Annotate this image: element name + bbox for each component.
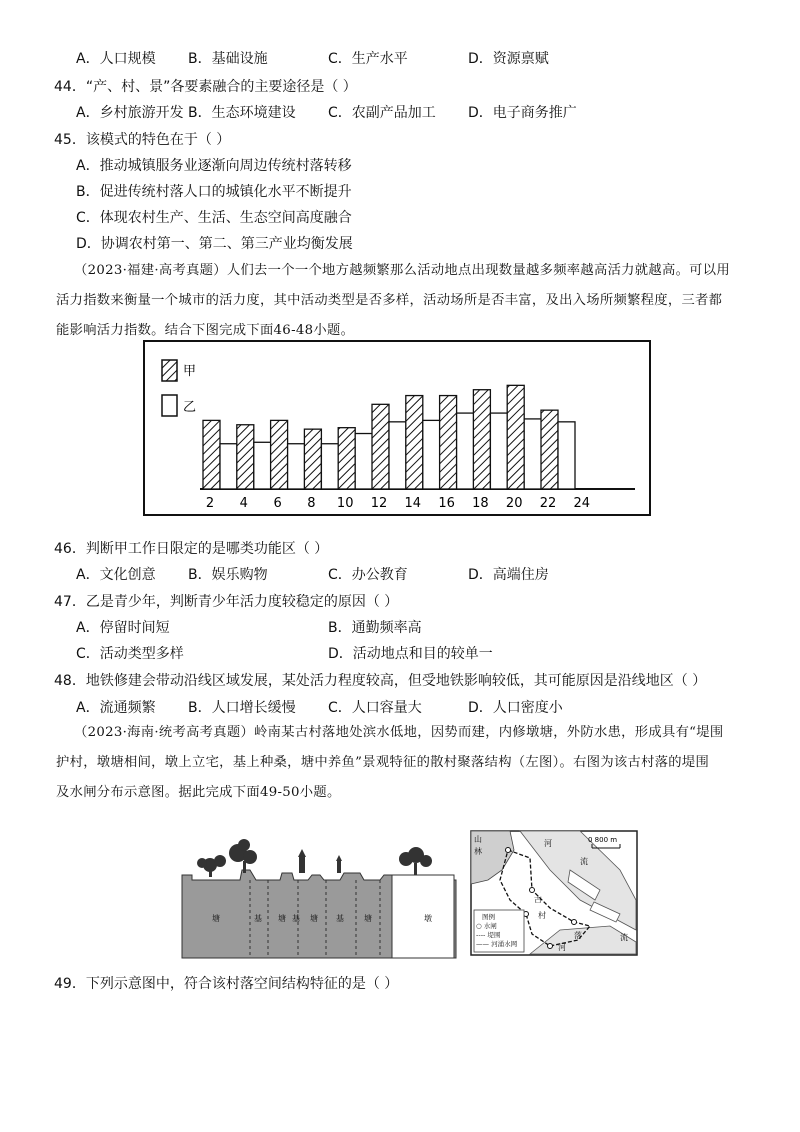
q44-option-b: B．生态环境建设 xyxy=(188,105,296,121)
q45-option-b: B．促进传统村落人口的城镇化水平不断提升 xyxy=(76,184,352,200)
vitality-bar-chart xyxy=(143,340,651,516)
x-tick-18: 18 xyxy=(472,496,489,511)
q46-option-a: A．文化创意 xyxy=(76,567,156,583)
map-label-he-2: 河 xyxy=(558,943,566,952)
map-label-lin: 林 xyxy=(474,847,482,856)
legend-label-jia: 甲 xyxy=(183,364,197,379)
q46-option-d: D．高端住房 xyxy=(468,567,549,583)
q43-option-d: D．资源禀赋 xyxy=(468,51,549,67)
village-cross-section-figure xyxy=(180,835,462,960)
q44-option-a: A．乡村旅游开发 xyxy=(76,105,184,121)
map-legend-sluice: ○ 水闸 xyxy=(476,922,497,930)
map-legend-levee: ---- 堤围 xyxy=(476,931,501,939)
x-tick-24: 24 xyxy=(573,496,591,511)
bar-yi-14 xyxy=(423,420,440,489)
x-tick-labels xyxy=(206,496,590,511)
bar-jia-16 xyxy=(440,396,457,489)
x-tick-2: 2 xyxy=(205,496,215,511)
bar-jia-10 xyxy=(338,428,355,489)
passage-vitality-line-2: 活力指数来衡量一个城市的活力度，其中活动类型是否多样，活动场所是否丰富，及出入场所频繁程度，三者都 xyxy=(56,293,723,308)
bar-yi-16 xyxy=(457,413,474,489)
levee-sluice-map xyxy=(470,830,638,956)
x-tick-12: 12 xyxy=(370,496,388,511)
map-label-shan: 山 xyxy=(474,835,482,844)
bar-jia-22 xyxy=(541,410,558,489)
passage-village-line-1: （2023·海南·统考高考真题）岭南某古村落地处滨水低地，因势而建，内修墩塘，外防水患，形成具有“堤围 xyxy=(74,725,724,740)
x-tick-4: 4 xyxy=(239,496,248,511)
q44-option-c: C．农副产品加工 xyxy=(328,105,436,121)
x-tick-6: 6 xyxy=(273,496,282,511)
label-dun: 墩 xyxy=(424,914,432,923)
map-scale: 0 800 m xyxy=(588,836,618,844)
q48-option-b: B．人口增长缓慢 xyxy=(188,700,296,716)
q48-option-a: A．流通频繁 xyxy=(76,700,156,716)
bar-jia-4 xyxy=(237,425,254,489)
q44-stem: 44．“产、村、景”各要素融合的主要途径是（ ） xyxy=(54,79,357,95)
map-label-luo: 落 xyxy=(574,931,582,940)
label-tang-2: 塘 xyxy=(278,914,286,923)
map-label-cun: 村 xyxy=(538,911,546,920)
label-tang-4: 塘 xyxy=(364,914,372,923)
q44-option-d: D．电子商务推广 xyxy=(468,105,577,121)
bar-jia-18 xyxy=(473,390,490,489)
map-label-gu: 古 xyxy=(534,895,542,904)
q48-option-c: C．人口容量大 xyxy=(328,700,422,716)
map-label-he-1: 河 xyxy=(544,839,552,848)
q45-option-c: C．体现农村生产、生活、生态空间高度融合 xyxy=(76,210,352,226)
legend-swatch-yi xyxy=(162,395,177,416)
q47-option-a: A．停留时间短 xyxy=(76,620,170,636)
bar-jia-14 xyxy=(406,396,423,489)
label-tang-1: 塘 xyxy=(212,914,220,923)
bar-yi-12 xyxy=(389,422,406,489)
q45-option-a: A．推动城镇服务业逐渐向周边传统村落转移 xyxy=(76,158,352,174)
legend-label-yi: 乙 xyxy=(183,400,197,415)
q49-stem: 49．下列示意图中，符合该村落空间结构特征的是（ ） xyxy=(54,976,399,992)
label-ji-3: 基 xyxy=(336,914,344,923)
passage-vitality-line-1: （2023·福建·高考真题）人们去一个一个地方越频繁那么活动地点出现数量越多频率越高活力就越高。可以用 xyxy=(74,263,730,278)
bar-yi-2 xyxy=(220,444,237,489)
chart-svg xyxy=(145,342,649,514)
bar-yi-6 xyxy=(288,444,305,489)
x-tick-8: 8 xyxy=(307,496,316,511)
bar-yi-10 xyxy=(355,434,372,489)
x-tick-14: 14 xyxy=(404,496,422,511)
q43-option-c: C．生产水平 xyxy=(328,51,408,67)
passage-ancient-village xyxy=(56,718,756,808)
map-legend-river-network: —— 河涌水网 xyxy=(476,940,518,948)
chart-bars xyxy=(203,385,575,489)
bar-jia-6 xyxy=(271,420,288,489)
q46-option-c: C．办公教育 xyxy=(328,567,408,583)
bar-yi-8 xyxy=(321,444,338,489)
bar-yi-18 xyxy=(490,413,507,489)
x-tick-22: 22 xyxy=(539,496,557,511)
bar-jia-20 xyxy=(507,385,524,489)
bar-jia-2 xyxy=(203,420,220,489)
q43-option-b: B．基础设施 xyxy=(188,51,268,67)
map-legend-title: 图例 xyxy=(482,913,495,921)
x-tick-16: 16 xyxy=(438,496,455,511)
q45-option-d: D．协调农村第一、第二、第三产业均衡发展 xyxy=(76,236,353,252)
map-label-liu-1: 流 xyxy=(580,857,588,866)
tree-icon xyxy=(197,839,432,877)
passage-vitality xyxy=(56,256,756,346)
bar-yi-22 xyxy=(558,422,575,489)
label-ji-2: 基 xyxy=(292,914,300,923)
q47-option-b: B．通勤频率高 xyxy=(328,620,422,636)
passage-vitality-line-3: 能影响活力指数。结合下图完成下面46-48小题。 xyxy=(56,323,355,338)
bar-yi-20 xyxy=(524,419,541,489)
label-tang-3: 塘 xyxy=(310,914,318,923)
bar-jia-12 xyxy=(372,404,389,489)
passage-village-line-2: 护村，墩塘相间，墩上立宅，基上种桑，塘中养鱼”景观特征的散村聚落结构（左图）。右图为该古村落的堤围 xyxy=(56,755,710,770)
q48-stem: 48．地铁修建会带动沿线区域发展，某处活力程度较高，但受地铁影响较低，其可能原因是沿线地区（ ） xyxy=(54,673,707,689)
bar-jia-8 xyxy=(304,429,321,489)
x-tick-20: 20 xyxy=(505,496,523,511)
chart-legend xyxy=(162,360,196,416)
map-label-liu-2: 流 xyxy=(620,933,628,942)
q43-option-a: A．人口规模 xyxy=(76,51,156,67)
passage-village-line-3: 及水闸分布示意图。据此完成下面49-50小题。 xyxy=(56,785,341,800)
q47-option-d: D．活动地点和目的较单一 xyxy=(328,646,493,662)
q46-option-b: B．娱乐购物 xyxy=(188,567,268,583)
q47-option-c: C．活动类型多样 xyxy=(76,646,184,662)
q48-option-d: D．人口密度小 xyxy=(468,700,563,716)
bar-yi-4 xyxy=(254,442,271,489)
x-tick-10: 10 xyxy=(336,496,354,511)
q47-stem: 47．乙是青少年，判断青少年活力度较稳定的原因（ ） xyxy=(54,594,399,610)
legend-swatch-jia xyxy=(162,360,177,381)
q45-stem: 45．该模式的特色在于（ ） xyxy=(54,132,231,148)
q46-stem: 46．判断甲工作日限定的是哪类功能区（ ） xyxy=(54,541,329,557)
label-ji-1: 基 xyxy=(254,914,262,923)
